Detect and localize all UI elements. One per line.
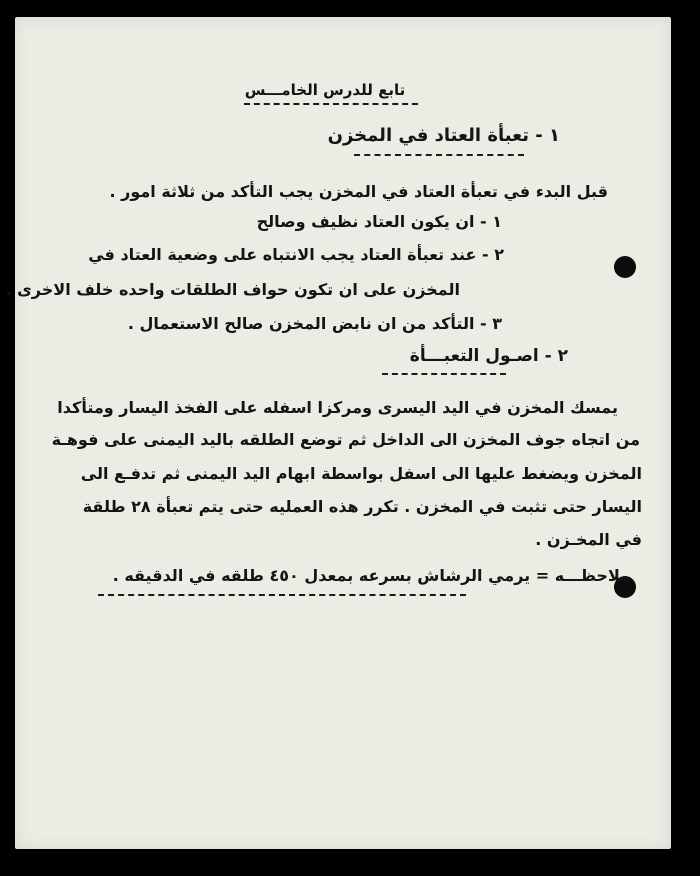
section2-paragraph-line-1: يمسك المخزن في اليد اليسرى ومركزا اسفله على الفخذ اليسار ومتأكدا — [57, 398, 618, 417]
section1-item-1: ١ - ان يكون العتاد نظيف وصالح — [256, 212, 502, 231]
header-underline — [244, 103, 418, 105]
section1-title: ١ - تعبأة العتاد في المخزن — [327, 125, 560, 146]
section1-item-2: ٢ - عند تعبأة العتاد يجب الانتباه على وضعية العتاد في — [88, 245, 504, 264]
section2-title-underline — [382, 373, 506, 375]
note-line: ملاحظـــه = يرمي الرشاش بسرعه بمعدل ٤٥٠ طلقه في الدقيقه . — [112, 566, 630, 585]
section1-item-2-continued: المخزن على ان تكون حواف الطلقات واحده خلف الاخرى . — [5, 280, 460, 299]
section2-title: ٢ - اصـول التعبـــأة — [409, 346, 568, 366]
section1-title-underline — [354, 154, 524, 156]
section2-paragraph-line-5: في المخـزن . — [535, 530, 642, 549]
section1-item-3: ٣ - التأكد من ان نابض المخزن صالح الاستعمال . — [127, 314, 502, 333]
section2-paragraph-line-3: المخزن ويضغط عليها الى اسفل بواسطة ابهام اليد اليمنى ثم تدفـع الى — [80, 464, 642, 483]
note-underline — [98, 594, 466, 596]
section1-intro: قبل البدء في تعبأة العتاد في المخزن يجب التأكد من ثلاثة امور . — [109, 182, 608, 201]
lesson-header: تابع للدرس الخامـــس — [244, 81, 406, 99]
section2-paragraph-line-4: اليسار حتى تثبت في المخزن . تكرر هذه العمليه حتى يتم تعبأة ٢٨ طلقة — [82, 497, 642, 516]
section2-paragraph-line-2: من اتجاه جوف المخزن الى الداخل ثم توضع الطلقه باليد اليمنى على فوهـة — [51, 430, 640, 449]
